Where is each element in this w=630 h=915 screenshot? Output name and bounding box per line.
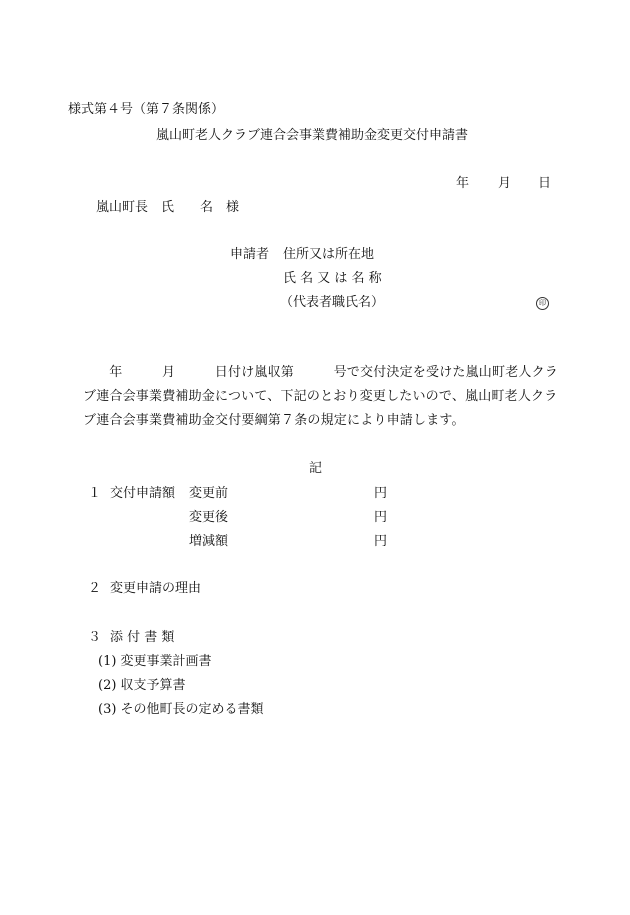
applicant-prefix: 申請者	[230, 247, 270, 262]
amount-after-unit: 円	[374, 510, 388, 525]
item-1-number: １	[88, 486, 102, 501]
amount-diff-label: 増減額	[189, 534, 229, 549]
addressee: 嵐山町長 氏 名 様	[96, 200, 240, 215]
applicant-representative-label: （代表者職氏名）	[280, 295, 385, 310]
amount-after-label: 変更後	[189, 510, 229, 525]
date-day: 日	[538, 176, 552, 191]
attachment-2: (2) 収支予算書	[98, 678, 186, 693]
form-number: 様式第４号（第７条関係）	[68, 102, 225, 117]
document-title: 嵐山町老人クラブ連合会事業費補助金変更交付申請書	[156, 128, 469, 143]
amount-before-unit: 円	[374, 486, 388, 501]
seal-mark: 印	[536, 297, 549, 310]
amount-before-label: 変更前	[189, 486, 229, 501]
applicant-name-label: 氏 名 又 は 名 称	[283, 271, 382, 286]
item-3-number: ３	[88, 630, 102, 645]
ki-heading: 記	[309, 461, 323, 476]
date-year: 年	[456, 176, 470, 191]
body-line-3: ブ連合会事業費補助金交付要綱第７条の規定により申請します。	[83, 413, 465, 428]
date-month: 月	[498, 176, 512, 191]
item-2-number: ２	[88, 581, 102, 596]
item-1-label: 交付申請額	[110, 486, 176, 501]
item-2-label: 変更申請の理由	[110, 581, 202, 596]
body-line-2: ブ連合会事業費補助金について、下記のとおり変更したいので、嵐山町老人クラ	[83, 389, 558, 404]
applicant-address-label: 住所又は所在地	[283, 247, 375, 262]
body-line-1: 年 月 日付け嵐収第 号で交付決定を受けた嵐山町老人クラ	[96, 365, 559, 380]
attachment-1: (1) 変更事業計画書	[98, 654, 212, 669]
attachment-3: (3) その他町長の定める書類	[98, 702, 264, 717]
item-3-label: 添 付 書 類	[110, 630, 175, 645]
amount-diff-unit: 円	[374, 534, 388, 549]
